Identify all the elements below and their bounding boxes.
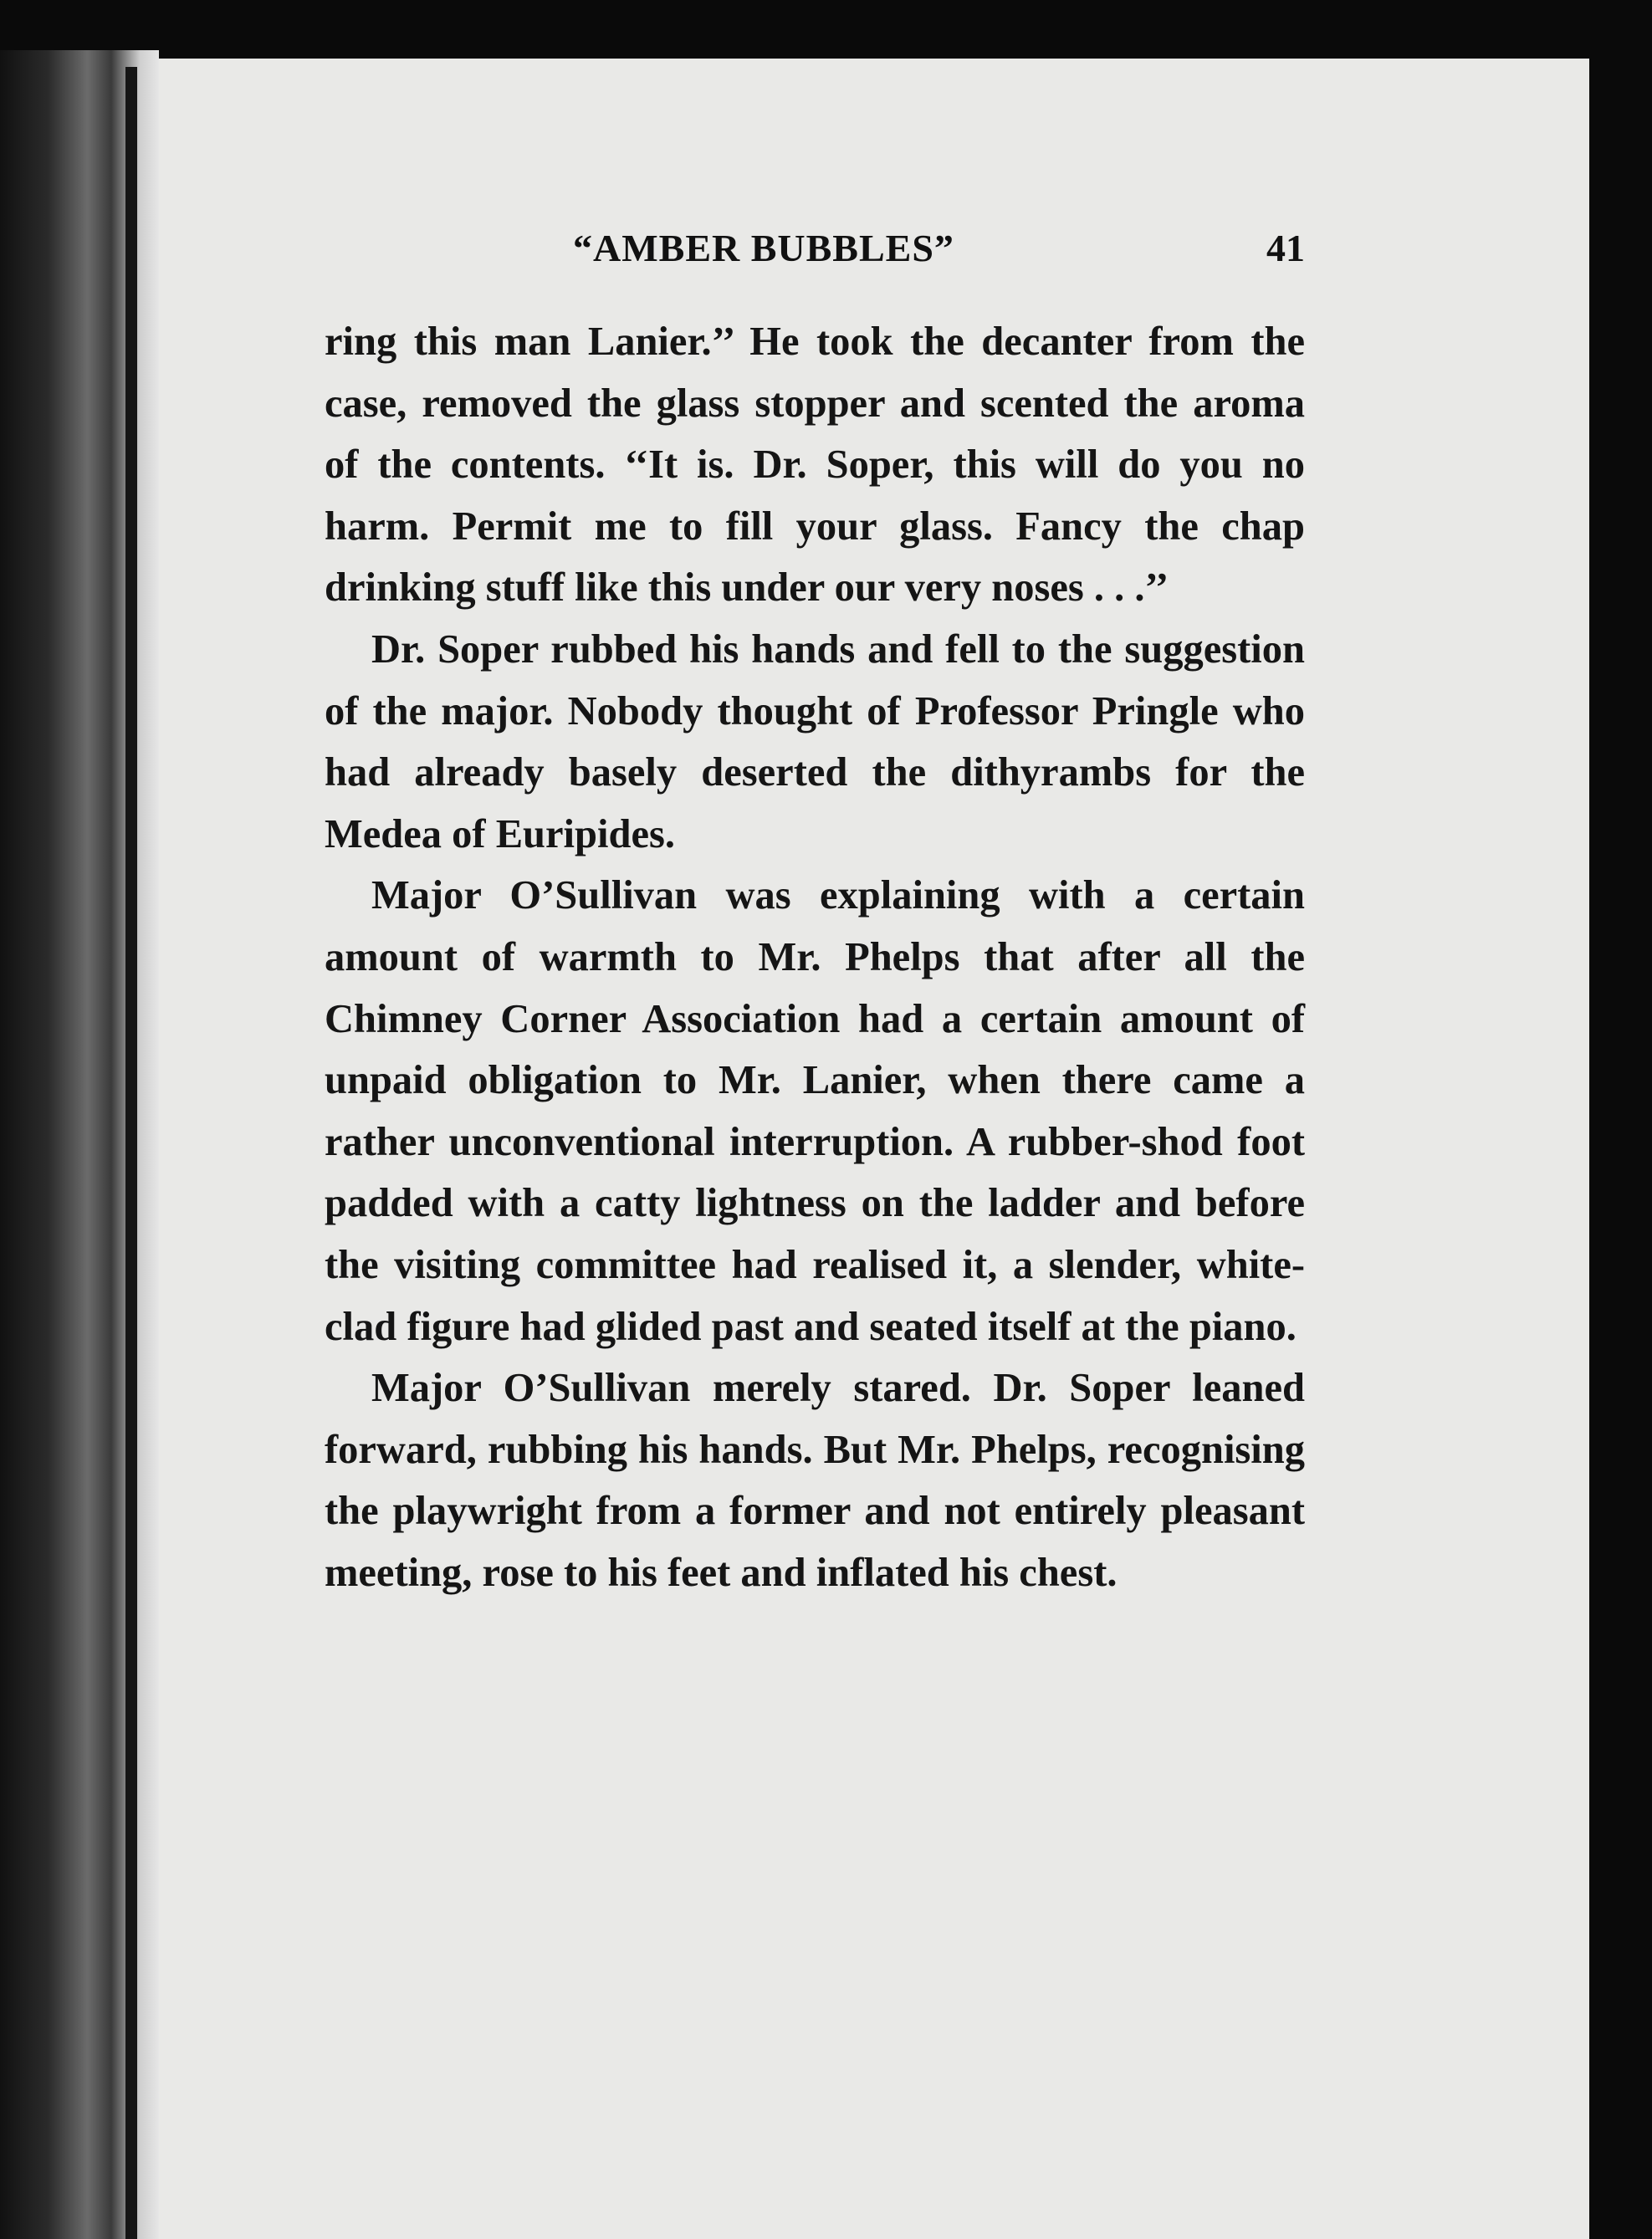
paragraph-1: ring this man Lanier.’’ He took the decanter from the case, removed the glass stopper and scented the aroma of the contents. ‘‘It is. Dr. Soper, this will do you no harm. Permit me to fill your glass. Fancy the chap drinking stuff like this under our very noses . . .’’ <box>325 319 1305 611</box>
page-edge-shadow <box>1589 59 1652 2239</box>
paragraph-2: Dr. Soper rubbed his hands and fell to the suggestion of the major. Nobody thought of Professor Pringle who had already basely deserted the dithyrambs for the Medea of Euripides. <box>325 626 1305 856</box>
page-number: 41 <box>1266 227 1305 269</box>
paragraph-3: Major O’Sullivan was explaining with a certain amount of warmth to Mr. Phelps that after all the Chimney Corner Association had a certain amount of unpaid obligation to Mr. Lanier, when there came a rather unconventional interruption. A rubber-shod foot padded with a catty lightness on the ladder and before the visiting committee had realised it, a slender, white-clad figure had glided past and seated itself at the piano. <box>325 873 1305 1349</box>
running-head <box>326 226 1305 284</box>
paragraph-4: Major O’Sullivan merely stared. Dr. Soper leaned forward, rubbing his hands. But Mr. Phelps, recognising the playwright from a former and not entirely pleasant meeting, rose to his feet and inflated his chest. <box>325 1366 1305 1595</box>
gutter-shadow <box>125 67 137 2239</box>
body-text <box>325 311 1305 1603</box>
running-title: “AMBER BUBBLES” <box>573 227 954 269</box>
